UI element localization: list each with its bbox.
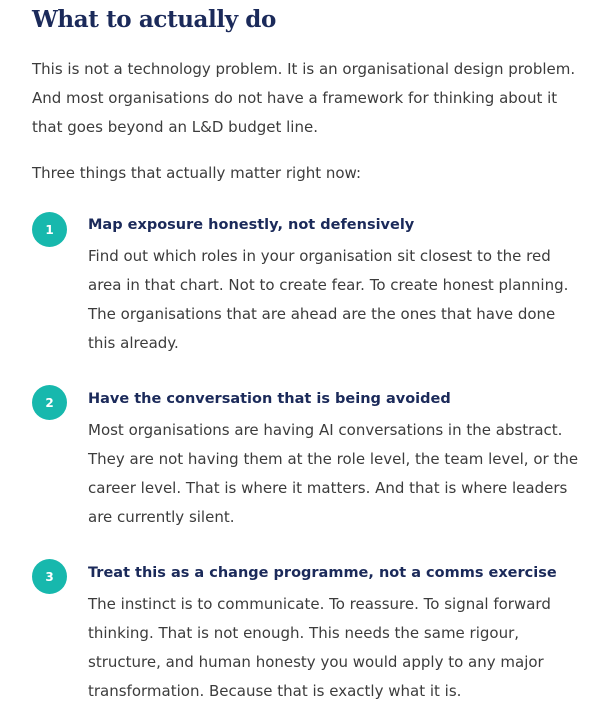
step-number-badge: 2 [32, 385, 67, 420]
list-lead-text: Three things that actually matter right now: [32, 164, 362, 182]
step-number-badge: 3 [32, 559, 67, 594]
step-title: Treat this as a change programme, not a comms exercise [88, 565, 557, 581]
section-heading: What to actually do [32, 6, 276, 33]
step-body: Find out which roles in your organisation sit closest to the red area in that chart. Not to create fear. To create honest planning. The organisations that are ahead are the ones that have done this already. [88, 247, 569, 352]
step-body: The instinct is to communicate. To reassure. To signal forward thinking. That is not enough. This needs the same rigour, structure, and human honesty you would apply to any major transformation. Because that is exactly what it is. [88, 595, 551, 700]
step-title: Have the conversation that is being avoided [88, 391, 451, 407]
intro-paragraph: This is not a technology problem. It is an organisational design problem. And most organisations do not have a framework for thinking about it that goes beyond an L&D budget line. [32, 60, 576, 136]
step-number-badge: 1 [32, 212, 67, 247]
step-body: Most organisations are having AI conversations in the abstract. They are not having them at the role level, the team level, or the career level. That is where it matters. And that is where leaders are currently silent. [88, 421, 579, 526]
step-title: Map exposure honestly, not defensively [88, 217, 415, 233]
